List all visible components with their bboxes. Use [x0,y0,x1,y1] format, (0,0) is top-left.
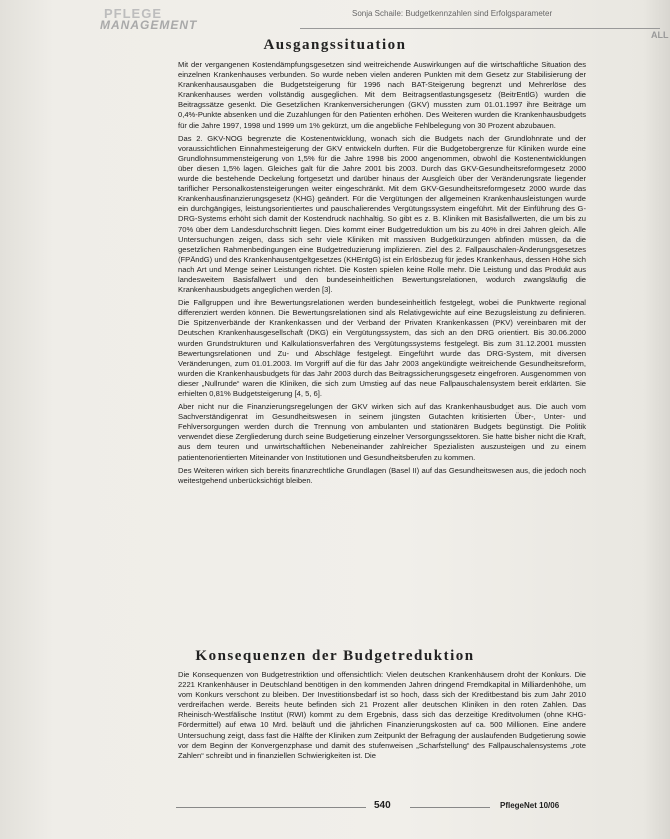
section-heading-ausgangssituation: Ausgangssituation [263,37,407,53]
section-heading-konsequenzen: Konsequenzen der Budgetreduktion [195,648,475,664]
paragraph: Die Fallgruppen und ihre Bewertungsrelationen werden bundeseinheitlich festgelegt, wobei die Punktwerte regional differenziert werden können. Die Bewertungsrelationen sind als Relativgewichte auf eine Bezugsleistung zu definieren. Die Spitzenverbände der Krankenkassen und der Verband der Privaten Krankenkassen (PKV) vereinbaren mit der Deutschen Krankenhausgesellschaft (DKG) ein Vergütungssystem, das sich an den DRG orientiert. Bis 30.06.2000 wurden Grundstrukturen und Kalkulationsverfahren des Vergütungssystems festgelegt. Bis zum 31.12.2001 mussten Bewertungsrelationen und Zu- und Abschläge festgelegt. Eingeführt wurde das DRG-System, mit diversen Veränderungen, zum 01.01.2003. Im Vorgriff auf die für das Jahr 2003 angekündigte weitreichende Gesundheitsreform, wurden die Krankenhausbudgets für das Jahr 2003 durch das Beitragssicherungsgesetz eingefroren. Ausgenommen von dieser „Nullrunde“ waren die Kliniken, die sich zum Umstieg auf das neue Fallpauschalensystem bereit erklärten. Sie erhielten 0,81% Budgetsteigerung [4, 5, 6]. [178,298,586,398]
journal-issue: PflegeNet 10/06 [500,801,560,810]
edge-tab: ALL [651,30,669,40]
page-number: 540 [374,800,391,811]
paragraph: Die Konsequenzen von Budgetrestriktion und offensichtlich: Vielen deutschen Krankenhäusern droht der Konkurs. Die 2221 Krankenhäuser in Deutschland benötigen in den kommenden Jahren dringend Fremdkapital in Milliardenhöhe, um vom Konkurs verschont zu bleiben. Der Investitionsbedarf ist so hoch, dass sich der Kreditbestand bis zum Jahr 2010 verdreifachen werde. Bereits heute befinden sich 21 Prozent aller deutschen Kliniken in den roten Zahlen. Das Rheinisch-Westfälische Institut (RWI) kommt zu dem Ergebnis, dass sich das derzeitige Kreditvolumen (ohne KHG-Fördermittel) auf etwa 10 Mrd. beläuft und die jährlichen Finanzierungskosten auf ca. 500 Millionen. Eine andere Untersuchung zeigt, dass fast die Hälfte der Kliniken zum Zeitpunkt der Befragung der auslaufenden Budgetierung sowie vor dem Beginn der Konvergenzphase und damit des stufenweisen „Scharfstellung“ des Fallpauschalensystems „rote Zahlen“ schreibt und in finanziellen Schwierigkeiten ist. Die [178,670,586,760]
journal-logo [100,6,198,38]
paragraph: Das 2. GKV-NOG begrenzte die Kostenentwicklung, wonach sich die Budgets nach der Grundlohnrate und der voraussichtlichen Einnahmesteigerung der GKV entwickeln durften. Für die Budgetobergrenze für Kliniken wurde eine Grundlohnsummensteigerung von 1,5% für die Jahre 1998 bis 2000 angenommen, obwohl die Kostenentwicklungen über diesen 1,5% lagen. Gleiches galt für die Jahre 2001 bis 2003. Durch das GKV-Gesundheitsreformgesetz 2000 wurde die bestehende Deckelung fortgesetzt und darüber hinaus der Ausgleich über der Veränderungsrate liegender tariflicher Personalkostensteigerungen weiter eingeschränkt. Mit dem GKV-Gesundheitsreformgesetz 2000 wurde das Krankenhausfinanzierungsgesetz (KHG) geändert. Für die Vergütungen der allgemeinen Krankenhausleistungen wurde ein durchgängiges, leistungsorientiertes und pauschalierendes Vergütungssystem eingeführt. Mit der Einführung des G-DRG-Systems erhöht sich damit der Kostendruck nachhaltig. So gibt es z. B. Kliniken mit Basisfallwerten, die um bis zu 70% über dem Landesdurchschnitt liegen. Dies kommt einer Budgetreduktion um bis zu 40% in drei Jahren gleich. Alle Untersuchungen zeigen, dass sich sehr viele Kliniken mit massiven Budgetkürzungen abfinden müssen, da die gesetzlichen Rahmenbedingungen eine Budgetreduzierung implizieren. Ziel des 2. Fallpauschalen-Änderungsgesetzes (FPÄndG) und des Krankenhausentgeltgesetzes (KHEntgG) ist ein Erlösbezug für jedes Krankenhaus, dessen Höhe sich nach Art und Menge seiner Leistungen richtet. Die Kosten spielen keine Rolle mehr. Die Leistung und das Produkt aus landesweitem Basisfallwert und den bundeseinheitlichen Bewertungsrelationen, wodurch zwangsläufig die Krankenhausbudgets angeglichen werden [3]. [178,133,586,295]
footer-rule-right [410,807,490,808]
paragraph: Aber nicht nur die Finanzierungsregelungen der GKV wirken sich auf das Krankenhausbudget aus. Die auch vom Sachverständigenrat im Gesundheitswesen in seinem jüngsten Gutachten kritisierten Über-, Unter- und Fehlversorgungen werden durch die Trennung von ambulanten und stationären Budgets begünstigt. Die Politik verwendet diese Zergliederung durch seine Budgetierung einzelner Versorgungssektoren. Sie hatte bisher nicht die Kraft, aus dem teuren und unwirtschaftlichen Nebeneinander zahlreicher Spezialisten auszusteigen und zu einem patientenorientierten Miteinander von Institutionen und Gesundheitsberufen zu kommen. [178,402,586,462]
paragraph: Des Weiteren wirken sich bereits finanzrechtliche Grundlagen (Basel II) auf das Gesundheitswesen aus, die jedoch noch weitestgehend unberücksichtigt bleiben. [178,465,586,485]
footer-rule-left [176,807,366,808]
body-column-2 [178,670,586,764]
logo-line-1: PFLEGE [104,6,163,21]
body-column-1 [178,60,586,489]
header-rule [300,28,660,29]
running-head: Sonja Schaile: Budgetkennzahlen sind Erfolgsparameter [352,9,553,18]
logo-line-2: MANAGEMENT [100,18,198,32]
paragraph: Mit der vergangenen Kostendämpfungsgesetzen sind weitreichende Auswirkungen auf die wirtschaftliche Situation des einzelnen Krankenhauses verbunden. So wurde neben vielen anderen Punkten mit dem Gesetz zur Stabilisierung der Krankenhausausgaben die Budgetsteigerung für 1996 nach BAT-Steigerung begrenzt und Mehrerlöse des Krankenhauses werden vollständig ausgeglichen. Mit dem Beitragsentlastungsgesetz (BeitrEntlG) wurden die Beitragssätze gesenkt. Die Gesetzlichen Krankenversicherungen (GKV) mussten zum 01.01.1997 ihre Beiträge um 0,4%-Punkte absenken und die Zuzahlungen für den Patienten erhöhen. Des Weiteren wurden die Krankenhausbudgets für die Jahre 1997, 1998 und 1999 um 1% gekürzt, um die angebliche Fehlbelegung von 30 Prozent abzubauen. [178,60,586,130]
